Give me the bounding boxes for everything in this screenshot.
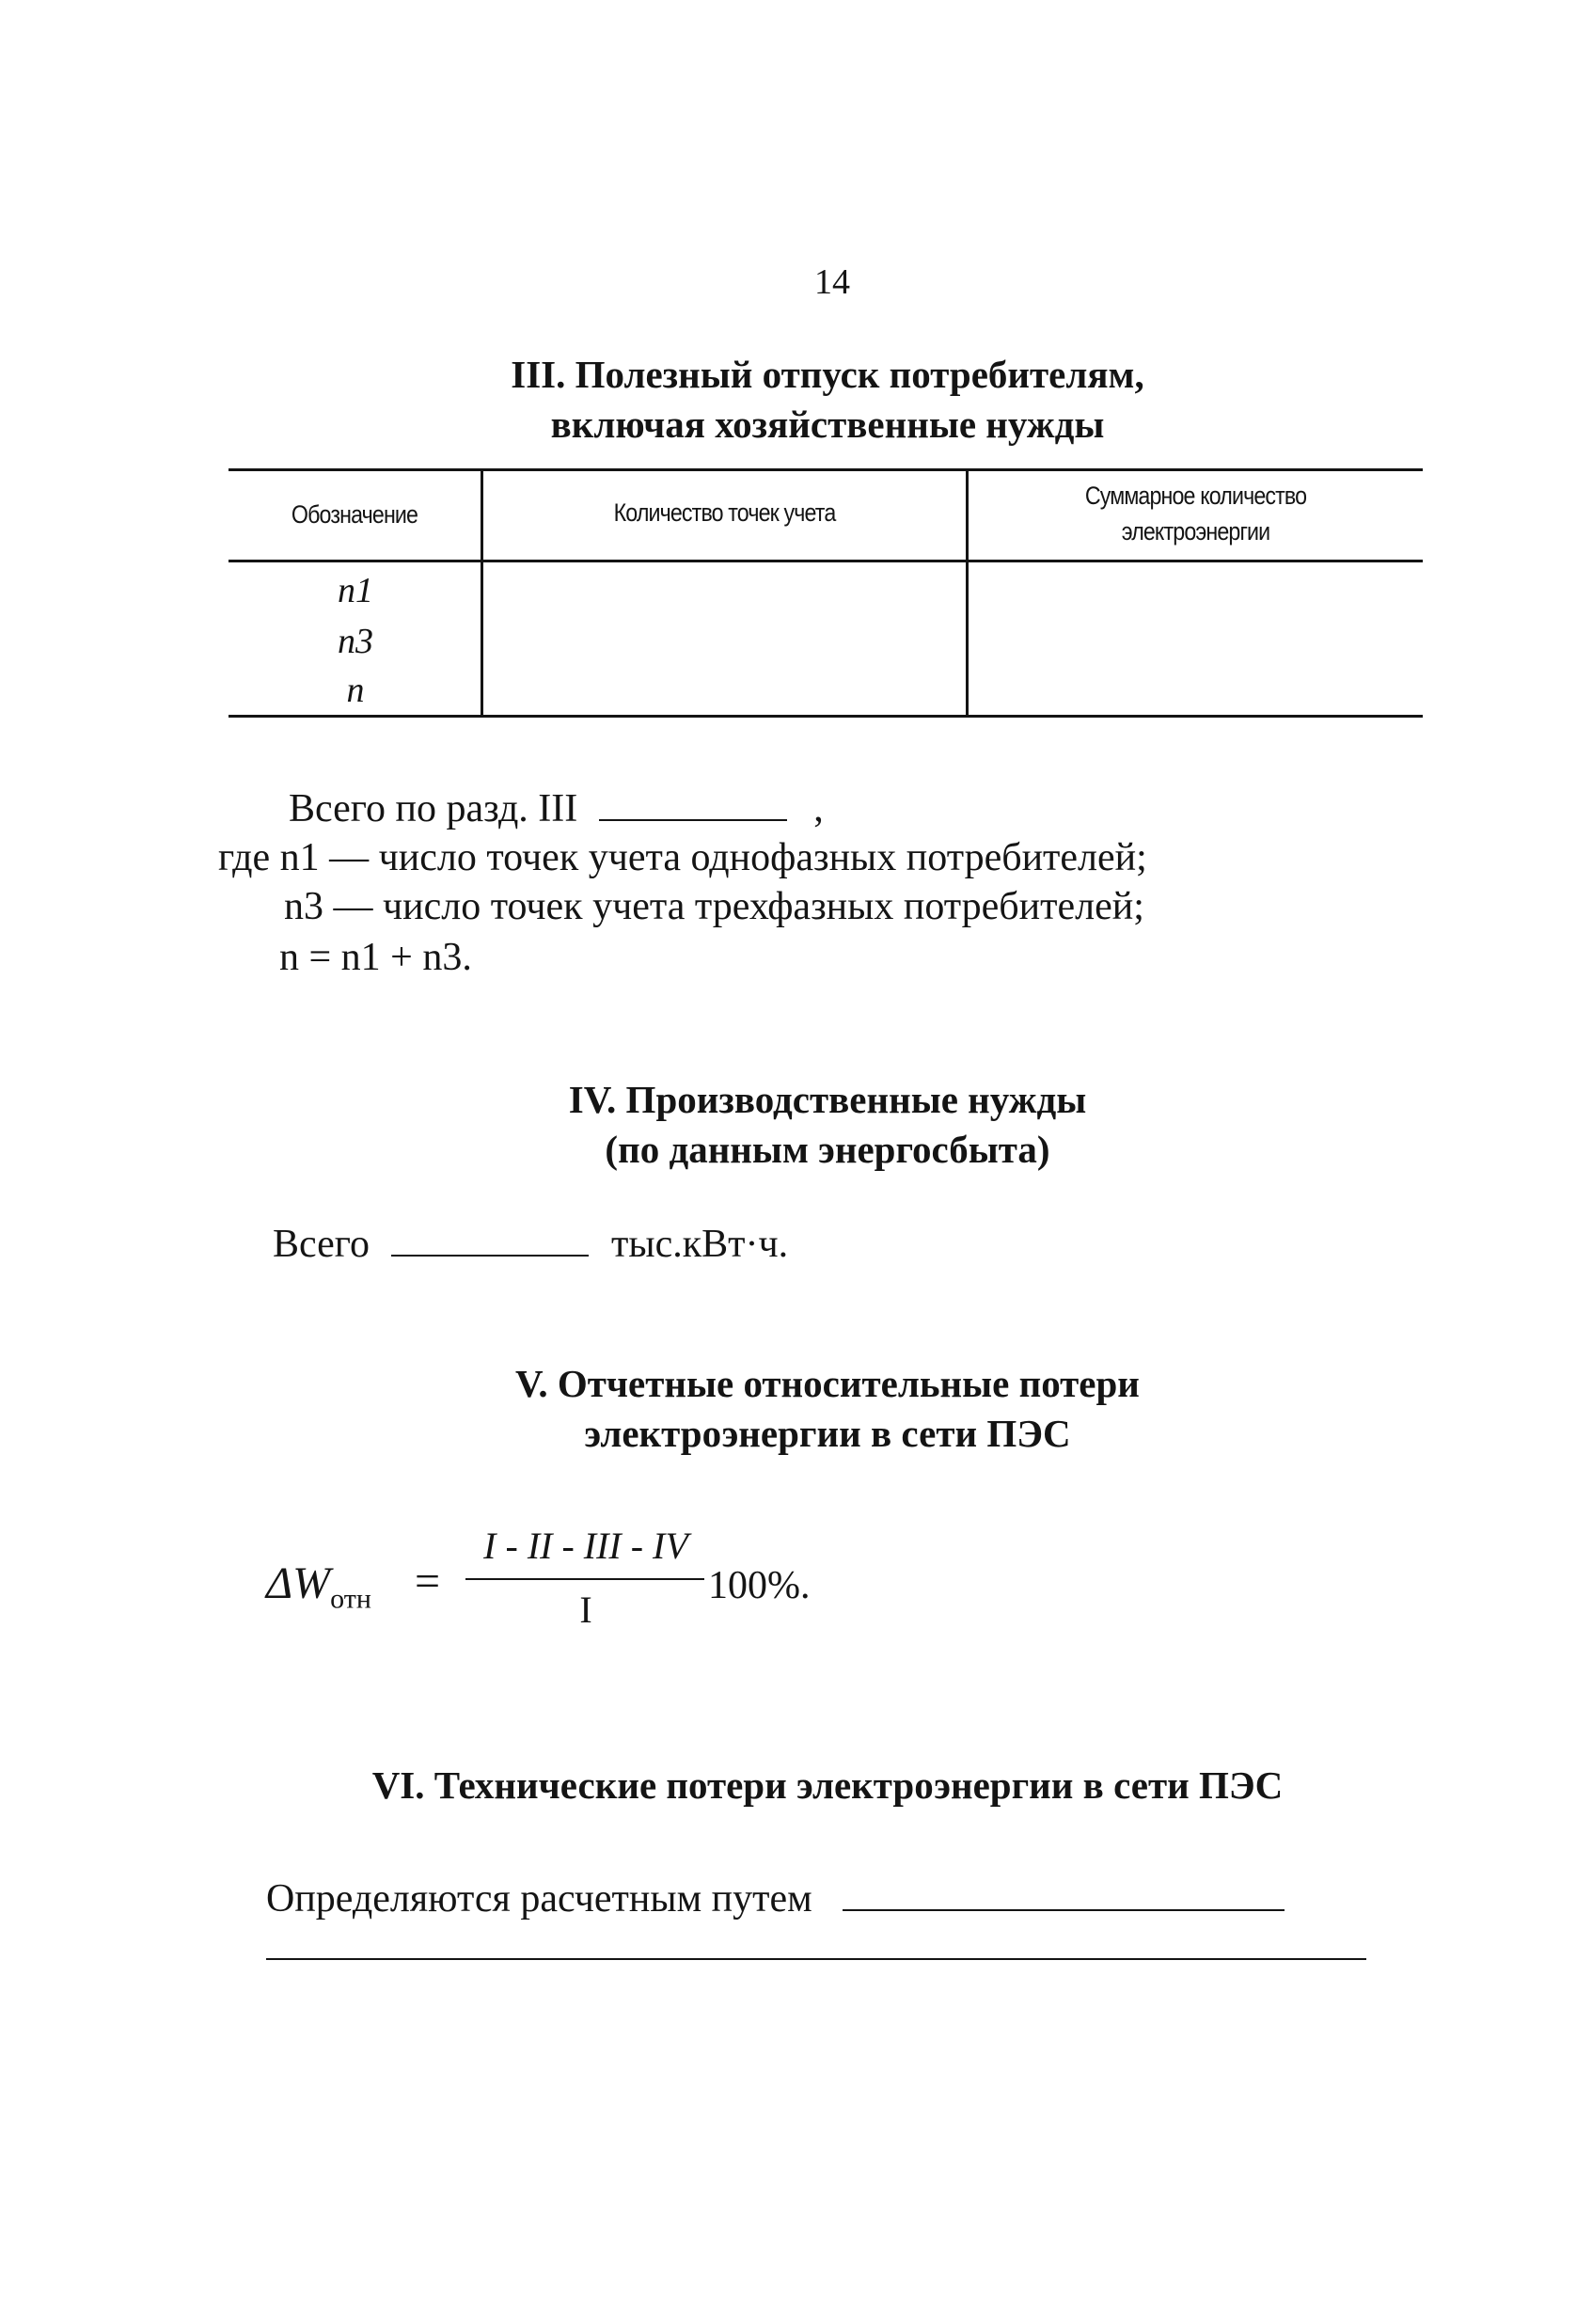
table-row-n3: n3: [338, 622, 373, 661]
table-header-point-count: Количество точек учета: [613, 498, 836, 527]
table-header-total-energy-line2: электроэнергии: [1121, 517, 1270, 545]
section-5-title-line2: электроэнергии в сети ПЭС: [584, 1412, 1071, 1455]
page-number: 14: [814, 262, 850, 302]
section-3-where-line3: n = n1 + n3.: [279, 936, 472, 979]
formula-multiplier: 100%.: [708, 1564, 811, 1607]
formula-lhs-subscript: отн: [330, 1583, 371, 1615]
section-3-heading: [0, 350, 1592, 450]
section-3-total-blank: [599, 791, 787, 821]
section-3-title-line1: III. Полезный отпуск потребителям,: [511, 353, 1144, 396]
section-5-title-line1: V. Отчетные относительные потери: [515, 1362, 1140, 1405]
formula-denominator: I: [579, 1589, 592, 1631]
section-4-title-line2: (по данным энергосбыта): [605, 1128, 1050, 1171]
formula-lhs: [266, 1557, 371, 1616]
section-6-text: Определяются расчетным путем: [266, 1877, 812, 1921]
section-5-heading: [0, 1359, 1592, 1459]
table-column-divider-2: [966, 468, 969, 718]
table-header-total-energy-line1: Суммарное количество: [1084, 482, 1307, 510]
section-4-title-line1: IV. Производственные нужды: [568, 1078, 1087, 1121]
section-6-blank-2: [266, 1958, 1366, 1960]
section-4-heading: [0, 1075, 1592, 1175]
section-3-where-line2: n3 — число точек учета трехфазных потребителей;: [284, 885, 1144, 928]
section-4-unit: тыс.кВт·ч.: [611, 1223, 789, 1266]
section-3-total-line: [289, 785, 824, 832]
section-4-total-line: [273, 1221, 788, 1268]
table-bottom-rule: [229, 715, 1423, 718]
formula-equals: =: [415, 1557, 441, 1606]
table-top-rule: [229, 468, 1423, 471]
table-header-designation: Обозначение: [291, 500, 418, 529]
section-3-table: [229, 468, 1423, 719]
section-3-total-suffix: ,: [813, 787, 824, 830]
section-6-text-line: [266, 1875, 1285, 1922]
section-3-where-line1: где n1 — число точек учета однофазных потребителей;: [218, 836, 1147, 879]
formula-numerator: I - II - III - IV: [483, 1525, 688, 1567]
section-6-blank-1: [843, 1881, 1285, 1911]
table-header-rule: [229, 560, 1423, 562]
section-4-total-blank: [391, 1226, 589, 1257]
loss-formula: [266, 1524, 868, 1636]
table-row-n1: n1: [338, 571, 373, 610]
section-6-heading: [0, 1761, 1592, 1810]
table-row-n: n: [346, 671, 365, 710]
section-3-total-label: Всего по разд. III: [289, 787, 578, 830]
section-6-title: VI. Технические потери электроэнергии в сети ПЭС: [371, 1763, 1284, 1807]
formula-fraction-bar: [465, 1578, 704, 1580]
section-4-total-label: Всего: [273, 1223, 370, 1266]
formula-lhs-symbol: ΔW: [266, 1558, 331, 1608]
section-3-title-line2: включая хозяйственные нужды: [550, 403, 1105, 446]
